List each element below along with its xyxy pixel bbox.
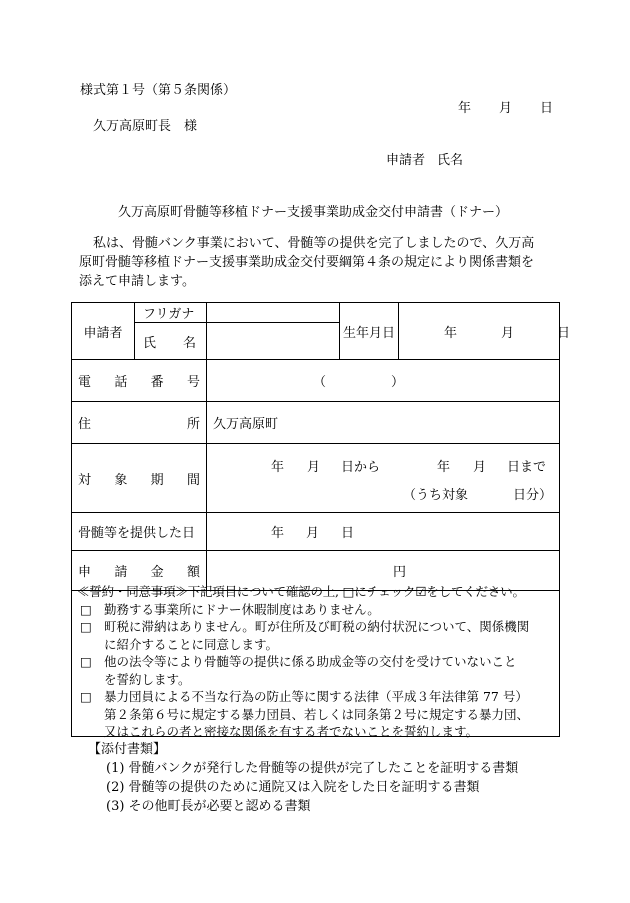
attachment-item: (2) 骨髄等の提供のために通院又は入院をした日を証明する書類 — [106, 780, 480, 795]
donation-date-label: 骨髄等を提供した日 — [72, 513, 207, 551]
address-input[interactable]: 久万高原町 — [207, 402, 560, 444]
pledge-checkbox[interactable]: □ — [80, 689, 92, 704]
applicant-name-label: 氏名 — [437, 153, 464, 168]
attachments-heading: 【添付書類】 — [88, 742, 167, 757]
attachments-section — [88, 740, 519, 816]
pledge-section — [71, 582, 560, 737]
period-label: 対 象 期 間 — [72, 444, 207, 513]
pledge-heading: ≪誓約・同意事項≫下記項目について確認の上, □にチェック☑をしてください。 — [77, 584, 525, 599]
phone-label: 電 話 番 号 — [72, 360, 207, 402]
pledge-item: □ 他の法令等により骨髄等の提供に係る助成金等の交付を受けていないこと を誓約します。 — [80, 654, 517, 687]
intro-line: 添えて申請します。 — [79, 274, 195, 289]
furigana-label: フリガナ — [135, 303, 207, 323]
pledge-item: □ 町税に滞納はありません。町が住所及び町税の納付状況について、関係機関 に紹介することに同意します。 — [80, 619, 530, 652]
donation-date-input[interactable]: 年 月 日 — [207, 513, 560, 551]
attachment-item: (3) その他町長が必要と認める書類 — [106, 799, 311, 814]
date-day: 日 — [540, 101, 554, 116]
applicant-signature — [386, 149, 463, 168]
pledge-checkbox[interactable]: □ — [80, 601, 92, 617]
applicant-cell: 申請者 — [72, 303, 135, 360]
intro-line: 私は、骨髄バンク事業において、骨髄等の提供を完了しましたので、久万高 — [93, 236, 535, 251]
furigana-input[interactable] — [207, 303, 340, 323]
form-number: 様式第１号（第５条関係） — [80, 83, 237, 98]
name-label: 氏 名 — [135, 323, 207, 360]
intro-paragraph — [79, 234, 534, 291]
name-input[interactable] — [207, 323, 340, 360]
phone-input[interactable]: （ ） — [207, 360, 560, 402]
applicant-label: 申請者 — [386, 153, 426, 168]
intro-line: 原町骨髄等移植ドナー支援事業助成金交付要綱第４条の規定により関係書類を — [79, 255, 535, 270]
attachment-item: (1) 骨髄バンクが発行した骨髄等の提供が完了したことを証明する書類 — [106, 761, 519, 776]
pledge-checkbox[interactable]: □ — [80, 654, 92, 669]
amount-label: 申 請 金 額 — [72, 551, 207, 591]
date-year: 年 — [458, 101, 472, 116]
period-input[interactable]: 年 月 日から 年 月 日まで （うち対象 日分） — [207, 444, 560, 513]
address-label: 住 所 — [72, 402, 207, 444]
birthdate-input[interactable]: 年 月 日 — [399, 303, 560, 360]
document-title: 久万高原町骨髄等移植ドナー支援事業助成金交付申請書（ドナー） — [118, 205, 509, 220]
date-month: 月 — [499, 101, 513, 116]
application-form-table — [71, 302, 571, 591]
amount-input[interactable]: 円 — [207, 551, 560, 591]
pledge-item: □ 勤務する事業所にドナー休暇制度はありません。 — [80, 601, 380, 617]
addressee: 久万高原町長 様 — [93, 119, 198, 134]
pledge-item: □ 暴力団員による不当な行為の防止等に関する法律（平成３年法律第 77 号） 第２条第６号に規定する暴力団員、若しくは同条第２号に規定する暴力団、 又はこれらの者と密接な関係を有する者でないことを誓約します。 — [80, 689, 530, 739]
birthdate-label: 生年月日 — [340, 303, 399, 360]
submission-date — [458, 97, 553, 116]
pledge-checkbox[interactable]: □ — [80, 619, 92, 634]
